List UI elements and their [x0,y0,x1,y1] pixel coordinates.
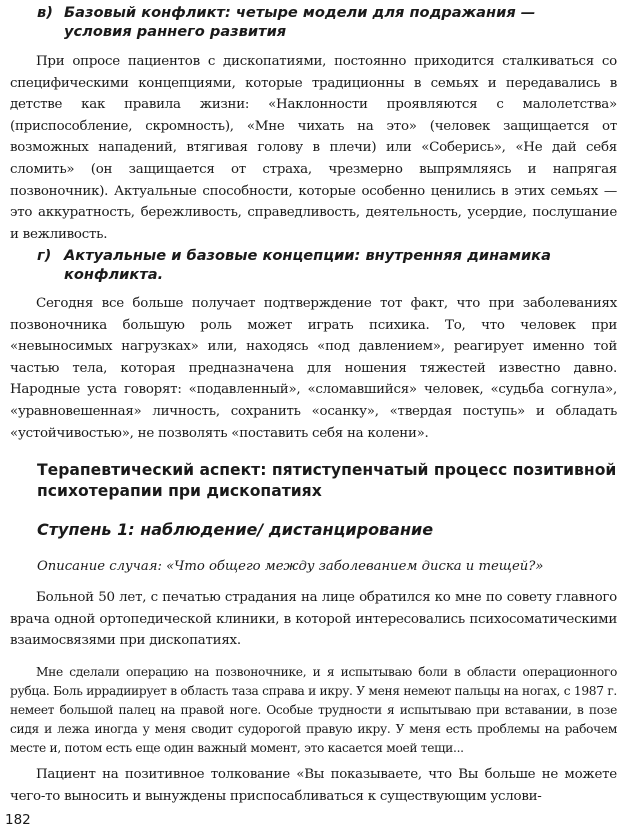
body-paragraph [10,587,617,652]
paragraph-text: Больной 50 лет, с печатью страдания на лице обратился ко мне по совету главного врача одной ортопедической клиники, в которой интересовались психосоматическими взаимосвязями при дископатиях. [10,590,617,649]
section-heading [37,460,617,501]
subsection-heading-v [37,3,597,41]
case-description-title: Описание случая: «Что общего между заболеванием диска и тещей?» [37,559,544,574]
subsection-title-line1: Актуальные и базовые концепции: внутренняя динамика [64,247,551,264]
subsection-title-line2: условия раннего развития [64,23,287,40]
subsection-heading-g [37,246,597,284]
quote-text: Мне сделали операцию на позвоночнике, и я испытываю боли в области операционного рубца. Боль иррадиирует в область таза справа и икру. У меня немеют пальцы на ногах, с 1987 г. немеет большой палец на правой ноге. Особые трудности я испытываю при вставании, в позе сидя и лежа иногда у меня сводит судорогой правую икру. У меня есть проблемы на рабочем месте и, потом есть еще один важный момент, это касается моей тещи... [10,665,617,755]
section-title-line1: Терапевтический аспект: пятиступенчатый процесс позитивной [37,461,617,479]
subsection-label: в) [37,4,53,21]
subsection-title-line1: Базовый конфликт: четыре модели для подражания — [64,4,536,21]
paragraph-text: Сегодня все больше получает подтверждение тот факт, что при заболеваниях позвоночника большую роль может играть психика. То, что человек при «невыносимых нагрузках» или, находясь «под давлением», реагирует именно той частью тела, которая предназначена для ношения тяжестей известно давно. Народные уста говорят: «подавленный», «сломавшийся» человек, «судьба согнула», «уравновешенная» личность, сохранить «осанку», «твердая поступь» и обладать «устойчивостью», не позволять «поставить себя на колени». [10,296,617,441]
subsection-label: г) [37,247,52,264]
body-paragraph [10,764,617,807]
page-number: 182 [5,812,31,828]
step-heading: Ступень 1: наблюдение/ дистанцирование [37,520,434,539]
body-paragraph [10,293,617,444]
body-paragraph [10,51,617,245]
patient-quote [10,663,617,758]
paragraph-text: Пациент на позитивное толкование «Вы показываете, что Вы больше не можете чего-то выносить и вынуждены приспосабливаться к существующим услови- [10,767,617,804]
section-title-line2: психотерапии при дископатиях [37,481,322,500]
paragraph-text: При опросе пациентов с дископатиями, постоянно приходится сталкиваться со специфическими концепциями, которые традиционны в семьях и передавались в детстве как правила жизни: «Наклонности проявляются с малолетства» (приспособление, скромность), «Мне чихать на это» (человек защищается от возможных нападений, втягивая голову в плечи) или «Соберись», «Не дай себя сломить» (он защищается от страха, чрезмерно выпрямляясь и напрягая позвоночник). Актуальные способности, которые особенно ценились в этих семьях — это аккуратность, бережливость, справедливость, деятельность, усердие, послушание и вежливость. [10,54,617,242]
subsection-title-line2: конфликта. [64,266,164,283]
